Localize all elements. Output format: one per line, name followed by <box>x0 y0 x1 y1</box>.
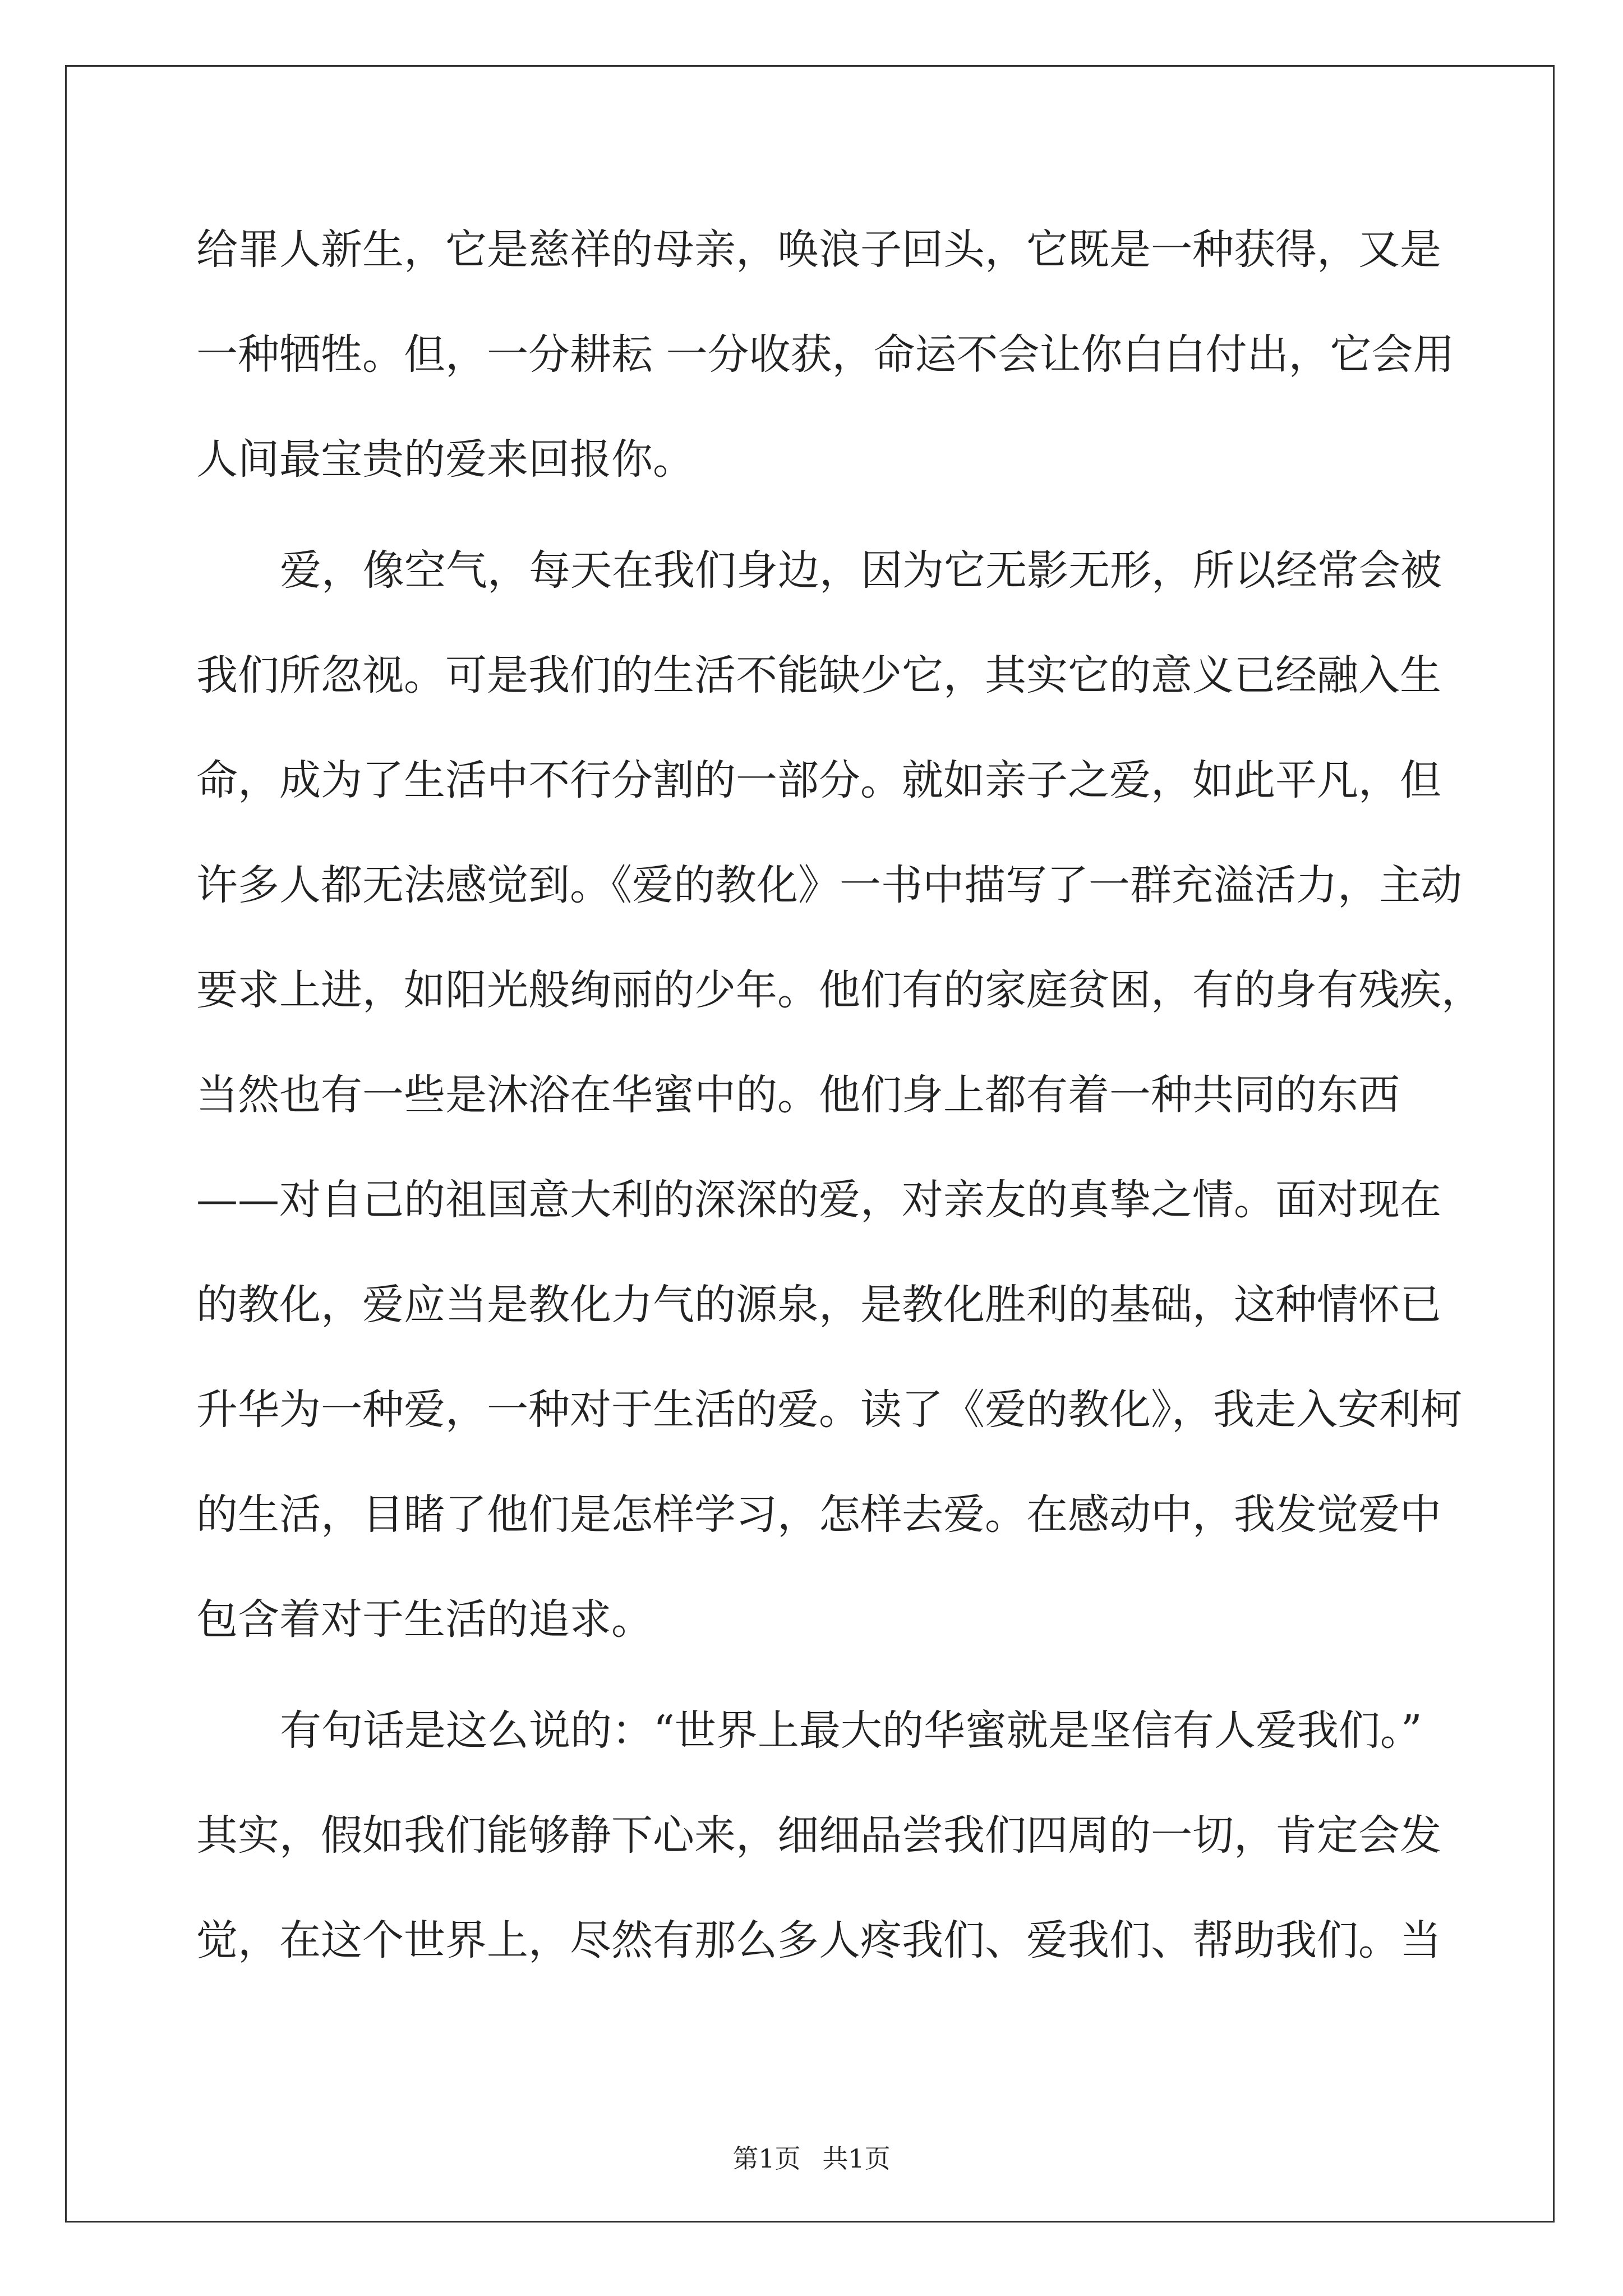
text-line: 当然也有一些是沐浴在华蜜中的。他们身上都有着一种共同的东西 <box>196 1071 1400 1119</box>
text-line: 一种牺牲。但，一分耕耘 一分收获，命运不会让你白白付出，它会用 <box>196 330 1455 379</box>
text-line: 的教化，爱应当是教化力气的源泉，是教化胜利的基础，这种情怀已 <box>196 1281 1441 1329</box>
page-total: 共1页 <box>822 2143 891 2174</box>
text-line: ——对自己的祖国意大利的深深的爱，对亲友的真挚之情。面对现在 <box>196 1176 1441 1224</box>
text-line: 命，成为了生活中不行分割的一部分。就如亲子之爱，如此平凡，但 <box>196 756 1441 804</box>
text-line: 有句话是这么说的：“世界上最大的华蜜就是坚信有人爱我们。” <box>238 1706 1422 1755</box>
page-footer <box>0 2138 1623 2175</box>
page-number: 第1页 <box>732 2143 801 2174</box>
text-line: 觉，在这个世界上，尽然有那么多人疼我们、爱我们、帮助我们。当 <box>196 1916 1441 1964</box>
text-line: 升华为一种爱，一种对于生活的爱。读了《爱的教化》，我走入安利柯 <box>196 1386 1462 1434</box>
text-line: 我们所忽视。可是我们的生活不能缺少它，其实它的意义已经融入生 <box>196 651 1441 700</box>
text-line: 的生活，目睹了他们是怎样学习，怎样去爱。在感动中，我发觉爱中 <box>196 1490 1441 1539</box>
text-line: 人间最宝贵的爱来回报你。 <box>196 435 694 484</box>
text-line: 包含着对于生活的追求。 <box>196 1595 653 1644</box>
text-line: 要求上进，如阳光般绚丽的少年。他们有的家庭贫困，有的身有残疾， <box>196 966 1483 1014</box>
text-line: 爱，像空气，每天在我们身边，因为它无影无形，所以经常会被 <box>238 546 1442 595</box>
text-line: 给罪人新生，它是慈祥的母亲，唤浪子回头，它既是一种获得，又是 <box>196 226 1441 274</box>
text-line: 许多人都无法感觉到。《爱的教化》一书中描写了一群充溢活力，主动 <box>196 861 1462 909</box>
page-border <box>65 65 1555 2223</box>
text-line: 其实，假如我们能够静下心来，细细品尝我们四周的一切，肯定会发 <box>196 1811 1441 1860</box>
